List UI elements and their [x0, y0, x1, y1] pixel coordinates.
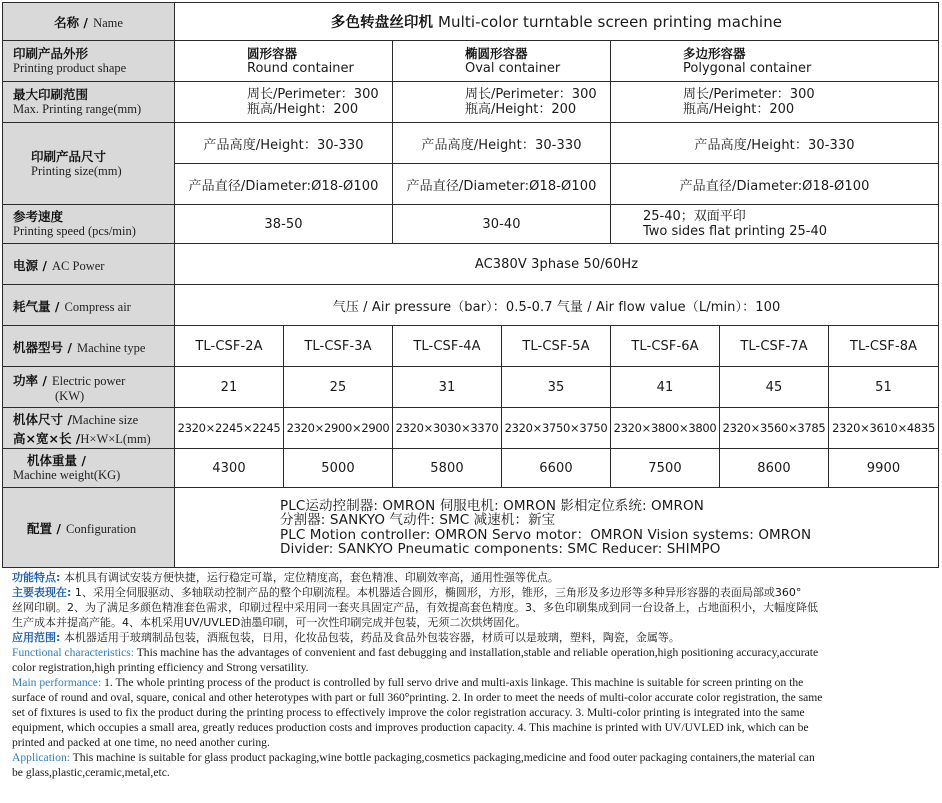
shape-polygon: 多边形容器 Polygonal container [611, 41, 939, 82]
machine-size-cell: 2320×3750×3750 [502, 408, 611, 449]
ac-power-value: AC380V 3phase 50/60Hz [175, 244, 939, 285]
machine-size-cell: 2320×3030×3370 [393, 408, 502, 449]
machine-type-cell: TL-CSF-4A [393, 326, 502, 367]
electric-power-cell: 45 [720, 367, 829, 408]
electric-power-cell: 41 [611, 367, 720, 408]
size-diameter-oval: 产品直径/Diameter:Ø18-Ø100 [393, 164, 611, 205]
machine-type-cell: TL-CSF-2A [175, 326, 284, 367]
machine-size-label: 机体尺寸 /Machine size 高×宽×长 /H×W×L(mm) [3, 408, 175, 449]
main-zh-line: 主要表现在: 1、采用全伺服驱动、多轴联动控制产品的整个印刷流程。本机器适合圆形，椭圆形，方形，锥形，三角形及多边形等多种异形容器的表面局部或360° [12, 586, 802, 599]
configuration-row [3, 488, 939, 568]
shape-oval: 椭圆形容器 Oval container [393, 41, 611, 82]
size-height-oval: 产品高度/Height：30-330 [393, 123, 611, 164]
machine-type-label: 机器型号 / Machine type [3, 326, 175, 367]
machine-weight-row [3, 449, 939, 488]
function-en-line: color registration,high printing efficiency and Strong versatility. [12, 661, 309, 674]
machine-type-cell: TL-CSF-8A [829, 326, 939, 367]
compress-air-label: 耗气量 / Compress air [3, 285, 175, 326]
machine-type-cell: TL-CSF-6A [611, 326, 720, 367]
electric-power-cell: 51 [829, 367, 939, 408]
machine-type-row [3, 326, 939, 367]
title-row [3, 3, 939, 41]
speed-oval: 30-40 [393, 205, 611, 244]
main-zh-line: 丝网印刷。2、为了满足多颜色精准套色需求，印刷过程中采用同一套夹具固定产品，有效提高套色精度。3、多色印刷集成到同一台设备上，占地面积小，大幅度降低 [12, 601, 818, 614]
function-zh: 功能特点: 本机具有调试安装方便快捷，运行稳定可靠，定位精度高，套色精准、印刷效率高，通用性强等优点。 [12, 571, 559, 584]
machine-size-cell: 2320×3560×3785 [720, 408, 829, 449]
configuration-label: 配置 / Configuration [3, 488, 175, 568]
electric-power-cell: 35 [502, 367, 611, 408]
main-en-line: set of fixtures is used to fix the product during the printing process to effectively improve the color registration accuracy. 3. Multi-color printing is integrated into the same [12, 706, 805, 719]
shape-label: 印刷产品外形 Printing product shape [3, 41, 175, 82]
air-row [3, 285, 939, 326]
main-en-line: equipment, which occupies a small area, greatly reduces production costs and improves production capacity. 4. This machine is printed with UV/UVLED ink, which can be [12, 721, 809, 734]
main-en-line: surface of round and oval, square, conical and other heterotypes with part or full 360°printing. 2. In order to meet the needs of multi-color accurate color registration, the same [12, 691, 823, 704]
spec-table [2, 2, 939, 568]
machine-weight-cell: 7500 [611, 449, 720, 488]
speed-round: 38-50 [175, 205, 393, 244]
machine-weight-cell: 4300 [175, 449, 284, 488]
range-row [3, 82, 939, 123]
machine-size-cell: 2320×2245×2245 [175, 408, 284, 449]
machine-size-cell: 2320×2900×2900 [284, 408, 393, 449]
machine-weight-cell: 6600 [502, 449, 611, 488]
machine-weight-label: 机体重量 / Machine weight(KG) [3, 449, 175, 488]
title-label: 名称 / Name [3, 3, 175, 41]
compress-air-value: 气压 / Air pressure（bar）：0.5-0.7 气量 / Air flow value（L/min）：100 [175, 285, 939, 326]
electric-power-label: 功率 / Electric power (KW) [3, 367, 175, 408]
machine-title: 多色转盘丝印机 Multi-color turntable screen printing machine [175, 3, 939, 41]
machine-size-cell: 2320×3610×4835 [829, 408, 939, 449]
range-polygon: 周长/Perimeter：300 瓶高/Height：200 [611, 82, 939, 123]
main-en-line: printed and packed at one time, no need another curing. [12, 736, 270, 749]
machine-weight-cell: 8600 [720, 449, 829, 488]
power-row [3, 244, 939, 285]
machine-weight-cell: 5800 [393, 449, 502, 488]
size-height-row [3, 123, 939, 164]
machine-type-cell: TL-CSF-5A [502, 326, 611, 367]
machine-type-cell: TL-CSF-7A [720, 326, 829, 367]
electric-power-cell: 21 [175, 367, 284, 408]
speed-label: 参考速度 Printing speed (pcs/min) [3, 205, 175, 244]
main-en-line: Main performance: 1. The whole printing process of the product is controlled by full servo drive and multi-axis linkage. This machine is suitable for screen printing on the [12, 676, 804, 689]
size-label: 印刷产品尺寸 Printing size(mm) [3, 123, 175, 205]
range-round: 周长/Perimeter：300 瓶高/Height：200 [175, 82, 393, 123]
shape-round: 圆形容器 Round container [175, 41, 393, 82]
electric-power-cell: 25 [284, 367, 393, 408]
machine-size-cell: 2320×3800×3800 [611, 408, 720, 449]
ac-power-label: 电源 / AC Power [3, 244, 175, 285]
machine-weight-cell: 5000 [284, 449, 393, 488]
function-en-line: Functional characteristics: This machine has the advantages of convenient and fast debugging and installation,stable and reliable operation,high positioning accuracy,accurate [12, 646, 819, 659]
range-label: 最大印刷范围 Max. Printing range(mm) [3, 82, 175, 123]
application-en-line: be glass,plastic,ceramic,metal,etc. [12, 766, 170, 779]
speed-polygon: 25-40；双面平印 Two sides flat printing 25-40 [611, 205, 939, 244]
size-diameter-polygon: 产品直径/Diameter:Ø18-Ø100 [611, 164, 939, 205]
range-oval: 周长/Perimeter：300 瓶高/Height：200 [393, 82, 611, 123]
application-zh: 应用范围: 本机器适用于玻璃制品包装，酒瓶包装，日用，化妆品包装，药品及食品外包装容器，材质可以是玻璃，塑料，陶瓷，金属等。 [12, 631, 680, 644]
size-diameter-round: 产品直径/Diameter:Ø18-Ø100 [175, 164, 393, 205]
application-en-line: Application: This machine is suitable for glass product packaging,wine bottle packaging,cosmetics packaging,medicine and food outer packaging containers,the material can [12, 751, 815, 764]
shape-row [3, 41, 939, 82]
electric-power-row [3, 367, 939, 408]
machine-size-row [3, 408, 939, 449]
speed-row [3, 205, 939, 244]
english-description [12, 645, 932, 780]
electric-power-cell: 31 [393, 367, 502, 408]
machine-weight-cell: 9900 [829, 449, 939, 488]
description-block [12, 570, 932, 780]
main-zh-line: 生产成本并提高产能。4、本机采用UV/UVLED油墨印刷，可一次性印刷完成并包装，无须二次烘烤固化。 [12, 616, 527, 629]
configuration-value: PLC运动控制器: OMRON 伺服电机: OMRON 影相定位系统: OMRON 分割器: SANKYO 气动件: SMC 减速机：新宝 PLC Motion controller: OMRON Servo motor：OMRON Vision systems: OMRON Divider: SANKYO Pneumatic components: SMC Reducer: SHIMPO [175, 488, 939, 568]
machine-type-cell: TL-CSF-3A [284, 326, 393, 367]
size-height-polygon: 产品高度/Height：30-330 [611, 123, 939, 164]
size-height-round: 产品高度/Height：30-330 [175, 123, 393, 164]
